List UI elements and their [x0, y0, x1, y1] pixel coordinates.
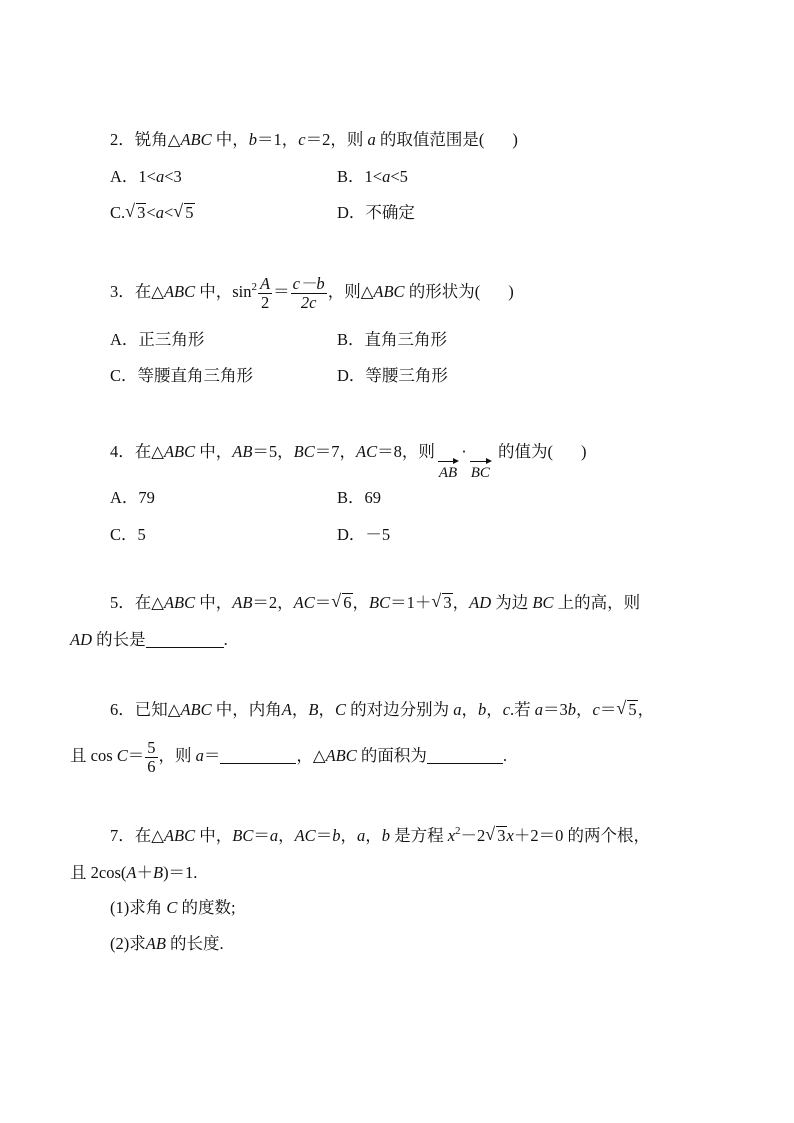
- q5-stem-line1: 5．在△ABC 中，AB＝2，AC＝√ 6，BC＝1＋√ 3，AD 为边 BC 上的高，则: [110, 593, 640, 613]
- answer-blank[interactable]: [146, 631, 224, 648]
- q4-stem: 4．在△ABC 中，AB＝5，BC＝7，AC＝8，则 AB · BC 的值为( ): [110, 442, 587, 481]
- q3-option-a: A．正三角形: [110, 330, 205, 349]
- sqrt: √ 5: [174, 203, 194, 223]
- q3-option-c: C．等腰直角三角形: [110, 366, 254, 385]
- q2-stem: 2．锐角△ABC 中，b＝1，c＝2，则 a 的取值范围是( ): [110, 130, 518, 149]
- fraction-a-over-2: $\frac{A}{2}$: [260, 273, 271, 312]
- q4-option-c: C．5: [110, 525, 146, 544]
- q6-stem-line1: 6．已知△ABC 中，内角A，B，C 的对边分别为 a，b，c.若 a＝3b，c＝√ 5，: [110, 700, 654, 720]
- q7-stem-line2: 且 2cos(A＋B)＝1.: [70, 863, 198, 882]
- sqrt: √ 3: [432, 593, 452, 613]
- q7-part-2: (2)求AB 的长度.: [110, 934, 224, 953]
- q3-option-d: D．等腰三角形: [337, 366, 448, 385]
- vector-ab: AB: [437, 457, 459, 482]
- q2-option-b: B．1<a<5: [337, 167, 408, 186]
- q7-part-1: (1)求角 C 的度数;: [110, 898, 236, 917]
- fraction-5-over-6: $\frac{5}{6}$: [147, 737, 156, 776]
- q4-option-b: B．69: [337, 488, 382, 507]
- answer-blank[interactable]: [220, 747, 296, 764]
- sqrt: √ 5: [617, 700, 637, 720]
- sqrt: √ 3: [486, 826, 506, 846]
- vector-bc: BC: [469, 457, 492, 482]
- q7-stem-line1: 7．在△ABC 中，BC＝a，AC＝b，a，b 是方程 $x^2-2√$ 3x＋2＝0 的两个根，: [110, 826, 650, 846]
- q3-option-b: B．直角三角形: [337, 330, 448, 349]
- vector-arrow-icon: [469, 457, 492, 465]
- q2-option-a: A．1<a<3: [110, 167, 182, 186]
- answer-blank[interactable]: [427, 747, 503, 764]
- sqrt: √ 3: [126, 203, 146, 223]
- q4-option-a: A．79: [110, 488, 155, 507]
- fraction-c-minus-b-over-2c: $\frac{c-b}{2c}$: [292, 273, 325, 312]
- q5-stem-line2: AD 的长是 .: [70, 630, 228, 649]
- sqrt: √ 6: [332, 593, 352, 613]
- vector-arrow-icon: [437, 457, 459, 465]
- q4-option-d: D．－5: [337, 525, 391, 544]
- q6-stem-line2: 且 cos C＝ $\frac{5}{6}$ ，则 a＝ ，△ABC 的面积为 .: [70, 737, 508, 776]
- q2-option-d: D．不确定: [337, 203, 415, 222]
- q2-option-c: C.√ 3<a<√ 5: [110, 203, 195, 223]
- q3-stem: 3．在△ABC 中，$\sin^2$ $\frac{A}{2}$ ＝ $\frac{c-b}{2c}$ ，则△ABC 的形状为( ): [110, 273, 514, 312]
